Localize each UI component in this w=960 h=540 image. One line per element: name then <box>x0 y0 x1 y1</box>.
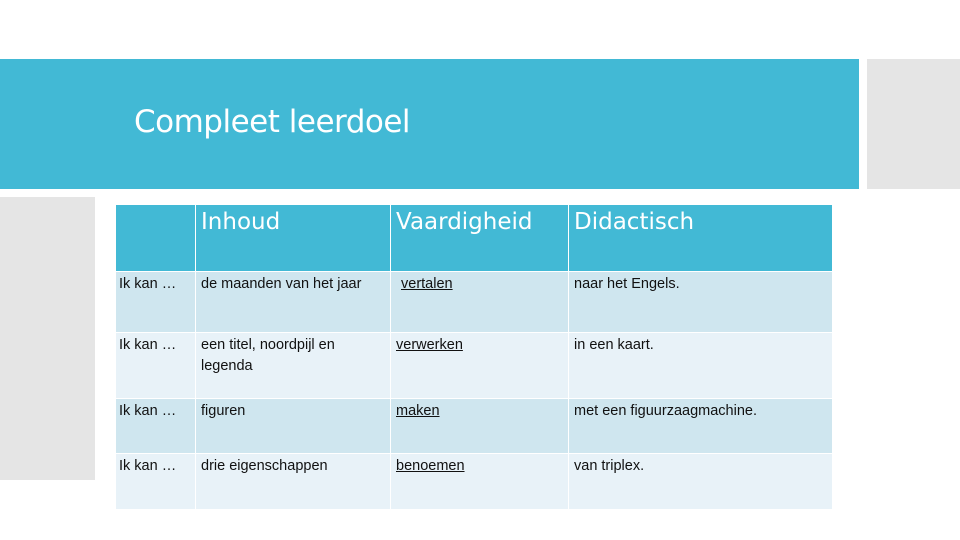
row-inhoud: figuren <box>196 399 391 454</box>
title-band <box>0 59 859 189</box>
row-didactisch: in een kaart. <box>569 333 833 399</box>
row-didactisch: van triplex. <box>569 454 833 510</box>
title-band-side <box>867 59 960 189</box>
header-vaardigheid: Vaardigheid <box>391 205 569 272</box>
header-empty <box>116 205 196 272</box>
table-row <box>116 333 833 399</box>
row-lead: Ik kan … <box>116 272 196 333</box>
header-didactisch: Didactisch <box>569 205 833 272</box>
row-didactisch: naar het Engels. <box>569 272 833 333</box>
table-row <box>116 272 833 333</box>
row-inhoud: drie eigenschappen <box>196 454 391 510</box>
row-inhoud: een titel, noordpijl en legenda <box>196 333 391 399</box>
body-side-panel <box>0 197 95 480</box>
row-lead: Ik kan … <box>116 333 196 399</box>
row-lead: Ik kan … <box>116 454 196 510</box>
row-vaardigheid: vertalen <box>391 272 569 333</box>
header-inhoud: Inhoud <box>196 205 391 272</box>
row-vaardigheid: maken <box>391 399 569 454</box>
slide-title: Compleet leerdoel <box>134 104 411 140</box>
learning-goal-table <box>115 204 833 510</box>
table-row <box>116 399 833 454</box>
table-row <box>116 454 833 510</box>
row-lead: Ik kan … <box>116 399 196 454</box>
row-inhoud: de maanden van het jaar <box>196 272 391 333</box>
row-didactisch: met een figuurzaagmachine. <box>569 399 833 454</box>
row-vaardigheid: benoemen <box>391 454 569 510</box>
row-vaardigheid: verwerken <box>391 333 569 399</box>
table-header-row <box>116 205 833 272</box>
